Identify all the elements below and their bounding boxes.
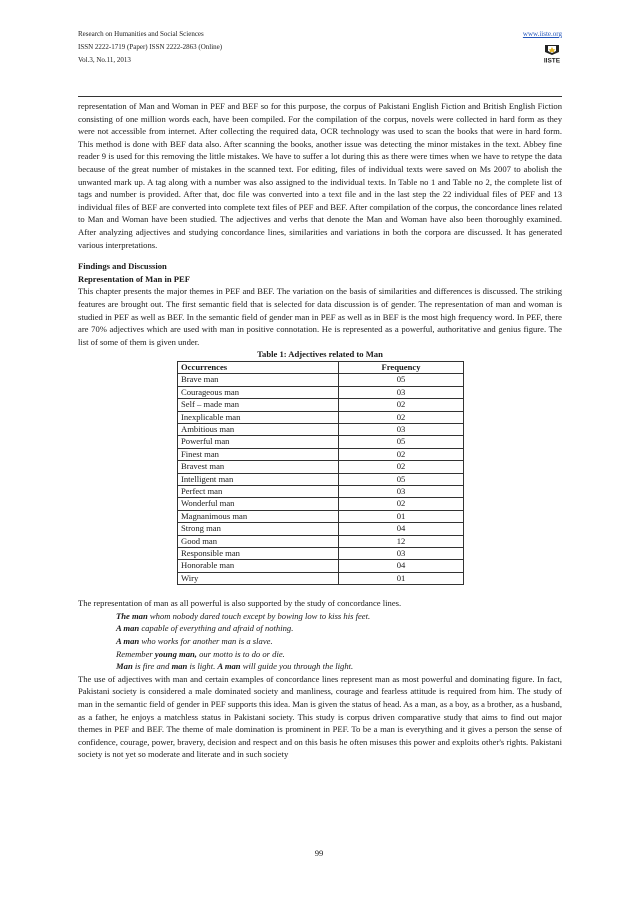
paragraph-discussion: The use of adjectives with man and certain examples of concordance lines represent man as most powerful and dominating figure. In fact, Pakistani society is considered a male dominated society and manliness, courage and fearless attitude is required from him. The study of man in the semantic field of gender in PEF supports this idea. Man is given the status of head. As a man, as a boy, as a brother, as a husband, as a father, he enjoys a matchless status in Pakistani society. This study is corpus driven comparative study that aims to find out major themes in PEF and BEF. The theme of male domination is prominent in PEF. To be a man is everything and it gives a person the sense of confidence, courage, power, bravery, decision and respect and on this basis he often misuses this power and exploits other's rights. Pakistani society is not yet so moderate and literate and in such society xyxy=(78,673,562,760)
header-occurrences: Occurrences xyxy=(178,361,339,373)
table-header-row xyxy=(178,361,464,373)
frequency-cell: 12 xyxy=(339,535,464,547)
table-row xyxy=(178,485,464,497)
occurrence-cell: Perfect man xyxy=(178,485,339,497)
table-row xyxy=(178,510,464,522)
iiste-logo-icon xyxy=(542,43,562,65)
concordance-line: Man is fire and man is light. A man will guide you through the light. xyxy=(116,661,354,672)
table-row xyxy=(178,461,464,473)
paragraph-intro: representation of Man and Woman in PEF and BEF so for this purpose, the corpus of Pakistani English Fiction and British English Fiction consisting of one million words each, have been compiled. For the compilation of the corpus, novels were collected in hard form as they were not accessible from internet. After collecting the required data, OCR technology was used to scan the books that were in hard form. This method is done with BEF data also. After scanning the books, another issue was detecting the minor mistakes in the text. Abbey fine reader 9 is used for this removing the little mistakes. We have to suffer a lot during this as there were times when we have to retype the data because of the great number of mistakes in the scanned text. For editing, files of individual texts were saved on Ms 2007 to abolish the unwanted mark up. A tag along with a number was also assigned to the individual texts. In Table no 1 and Table no 2, the complete list of tags and number is provided. After that, doc file was converted into a text file and in the last step the 22 individual files of PEF and 13 individual files of BEF are converted into complete text files of PEF and BEF. After compilation of the corpus, the concordance lines related to Man and Woman have been studied. The adjectives and verbs that denote the Man and Woman have also been thoroughly examined. After analyzing adjectives and studying concordance lines, similarities and variations in both the corpora are discussed. It has generated various interpretations. xyxy=(78,101,562,250)
frequency-cell: 04 xyxy=(339,560,464,572)
table-row xyxy=(178,498,464,510)
occurrence-cell: Honorable man xyxy=(178,560,339,572)
table-row xyxy=(178,473,464,485)
occurrence-cell: Wiry xyxy=(178,572,339,584)
frequency-cell: 02 xyxy=(339,411,464,423)
occurrence-cell: Brave man xyxy=(178,374,339,386)
paragraph-chapter: This chapter presents the major themes in PEF and BEF. The variation on the basis of similarities and differences is discussed. The striking features are brought out. The first semantic field that is selected for data discussion is of gender. The representation of man and woman is studied in PEF as well as BEF. In the semantic field of gender man in PEF as well as in BEF is the most high frequency word. In PEF, there are 70% adjectives which are used with man in positive connotation. He is represented as a powerful, authoritative and genius figure. The list of some of them is given under. xyxy=(78,286,562,347)
frequency-cell: 01 xyxy=(339,572,464,584)
frequency-cell: 03 xyxy=(339,547,464,559)
table-row xyxy=(178,560,464,572)
frequency-cell: 05 xyxy=(339,436,464,448)
table-row xyxy=(178,423,464,435)
table-caption: Table 1: Adjectives related to Man xyxy=(257,349,383,360)
frequency-cell: 03 xyxy=(339,423,464,435)
occurrence-cell: Finest man xyxy=(178,448,339,460)
table-row xyxy=(178,547,464,559)
article-body xyxy=(78,100,562,761)
header-divider xyxy=(78,96,562,97)
header-frequency: Frequency xyxy=(339,361,464,373)
table-row xyxy=(178,399,464,411)
journal-info xyxy=(78,28,222,67)
table-row xyxy=(178,572,464,584)
occurrence-cell: Powerful man xyxy=(178,436,339,448)
table-row xyxy=(178,436,464,448)
occurrence-cell: Inexplicable man xyxy=(178,411,339,423)
journal-title: Research on Humanities and Social Sciences xyxy=(78,30,204,38)
page-header xyxy=(78,28,562,98)
paragraph-concordance-intro: The representation of man as all powerful is also supported by the study of concordance lines. xyxy=(78,598,402,609)
occurrence-cell: Ambitious man xyxy=(178,423,339,435)
occurrence-cell: Courageous man xyxy=(178,386,339,398)
occurrence-cell: Good man xyxy=(178,535,339,547)
table-row xyxy=(178,386,464,398)
frequency-cell: 02 xyxy=(339,448,464,460)
table-row xyxy=(178,411,464,423)
table-row xyxy=(178,448,464,460)
concordance-line: The man whom nobody dared touch except by bowing low to kiss his feet. xyxy=(116,610,371,621)
frequency-cell: 03 xyxy=(339,485,464,497)
occurrence-cell: Wonderful man xyxy=(178,498,339,510)
adjectives-table xyxy=(177,361,464,585)
occurrence-cell: Intelligent man xyxy=(178,473,339,485)
table-row xyxy=(178,535,464,547)
occurrence-cell: Bravest man xyxy=(178,461,339,473)
section-heading: Findings and Discussion xyxy=(78,261,167,272)
table-row xyxy=(178,523,464,535)
subsection-heading: Representation of Man in PEF xyxy=(78,273,191,284)
occurrence-cell: Responsible man xyxy=(178,547,339,559)
concordance-line: A man who works for another man is a slave. xyxy=(116,635,273,646)
concordance-line: Remember young man, our motto is to do or die. xyxy=(116,648,285,659)
frequency-cell: 03 xyxy=(339,386,464,398)
occurrence-cell: Self – made man xyxy=(178,399,339,411)
logo-text: IISTE xyxy=(543,57,561,65)
frequency-cell: 01 xyxy=(339,510,464,522)
frequency-cell: 02 xyxy=(339,461,464,473)
occurrence-cell: Strong man xyxy=(178,523,339,535)
frequency-cell: 05 xyxy=(339,374,464,386)
issn-line: ISSN 2222-1719 (Paper) ISSN 2222-2863 (Online) xyxy=(78,43,223,51)
frequency-cell: 02 xyxy=(339,498,464,510)
frequency-cell: 02 xyxy=(339,399,464,411)
frequency-cell: 05 xyxy=(339,473,464,485)
page-number: 99 xyxy=(314,848,324,858)
frequency-cell: 04 xyxy=(339,523,464,535)
journal-url-link[interactable]: www.iiste.org xyxy=(522,30,562,38)
concordance-line: A man capable of everything and afraid of nothing. xyxy=(116,623,294,634)
occurrence-cell: Magnanimous man xyxy=(178,510,339,522)
volume-line: Vol.3, No.11, 2013 xyxy=(78,56,131,64)
table-row xyxy=(178,374,464,386)
